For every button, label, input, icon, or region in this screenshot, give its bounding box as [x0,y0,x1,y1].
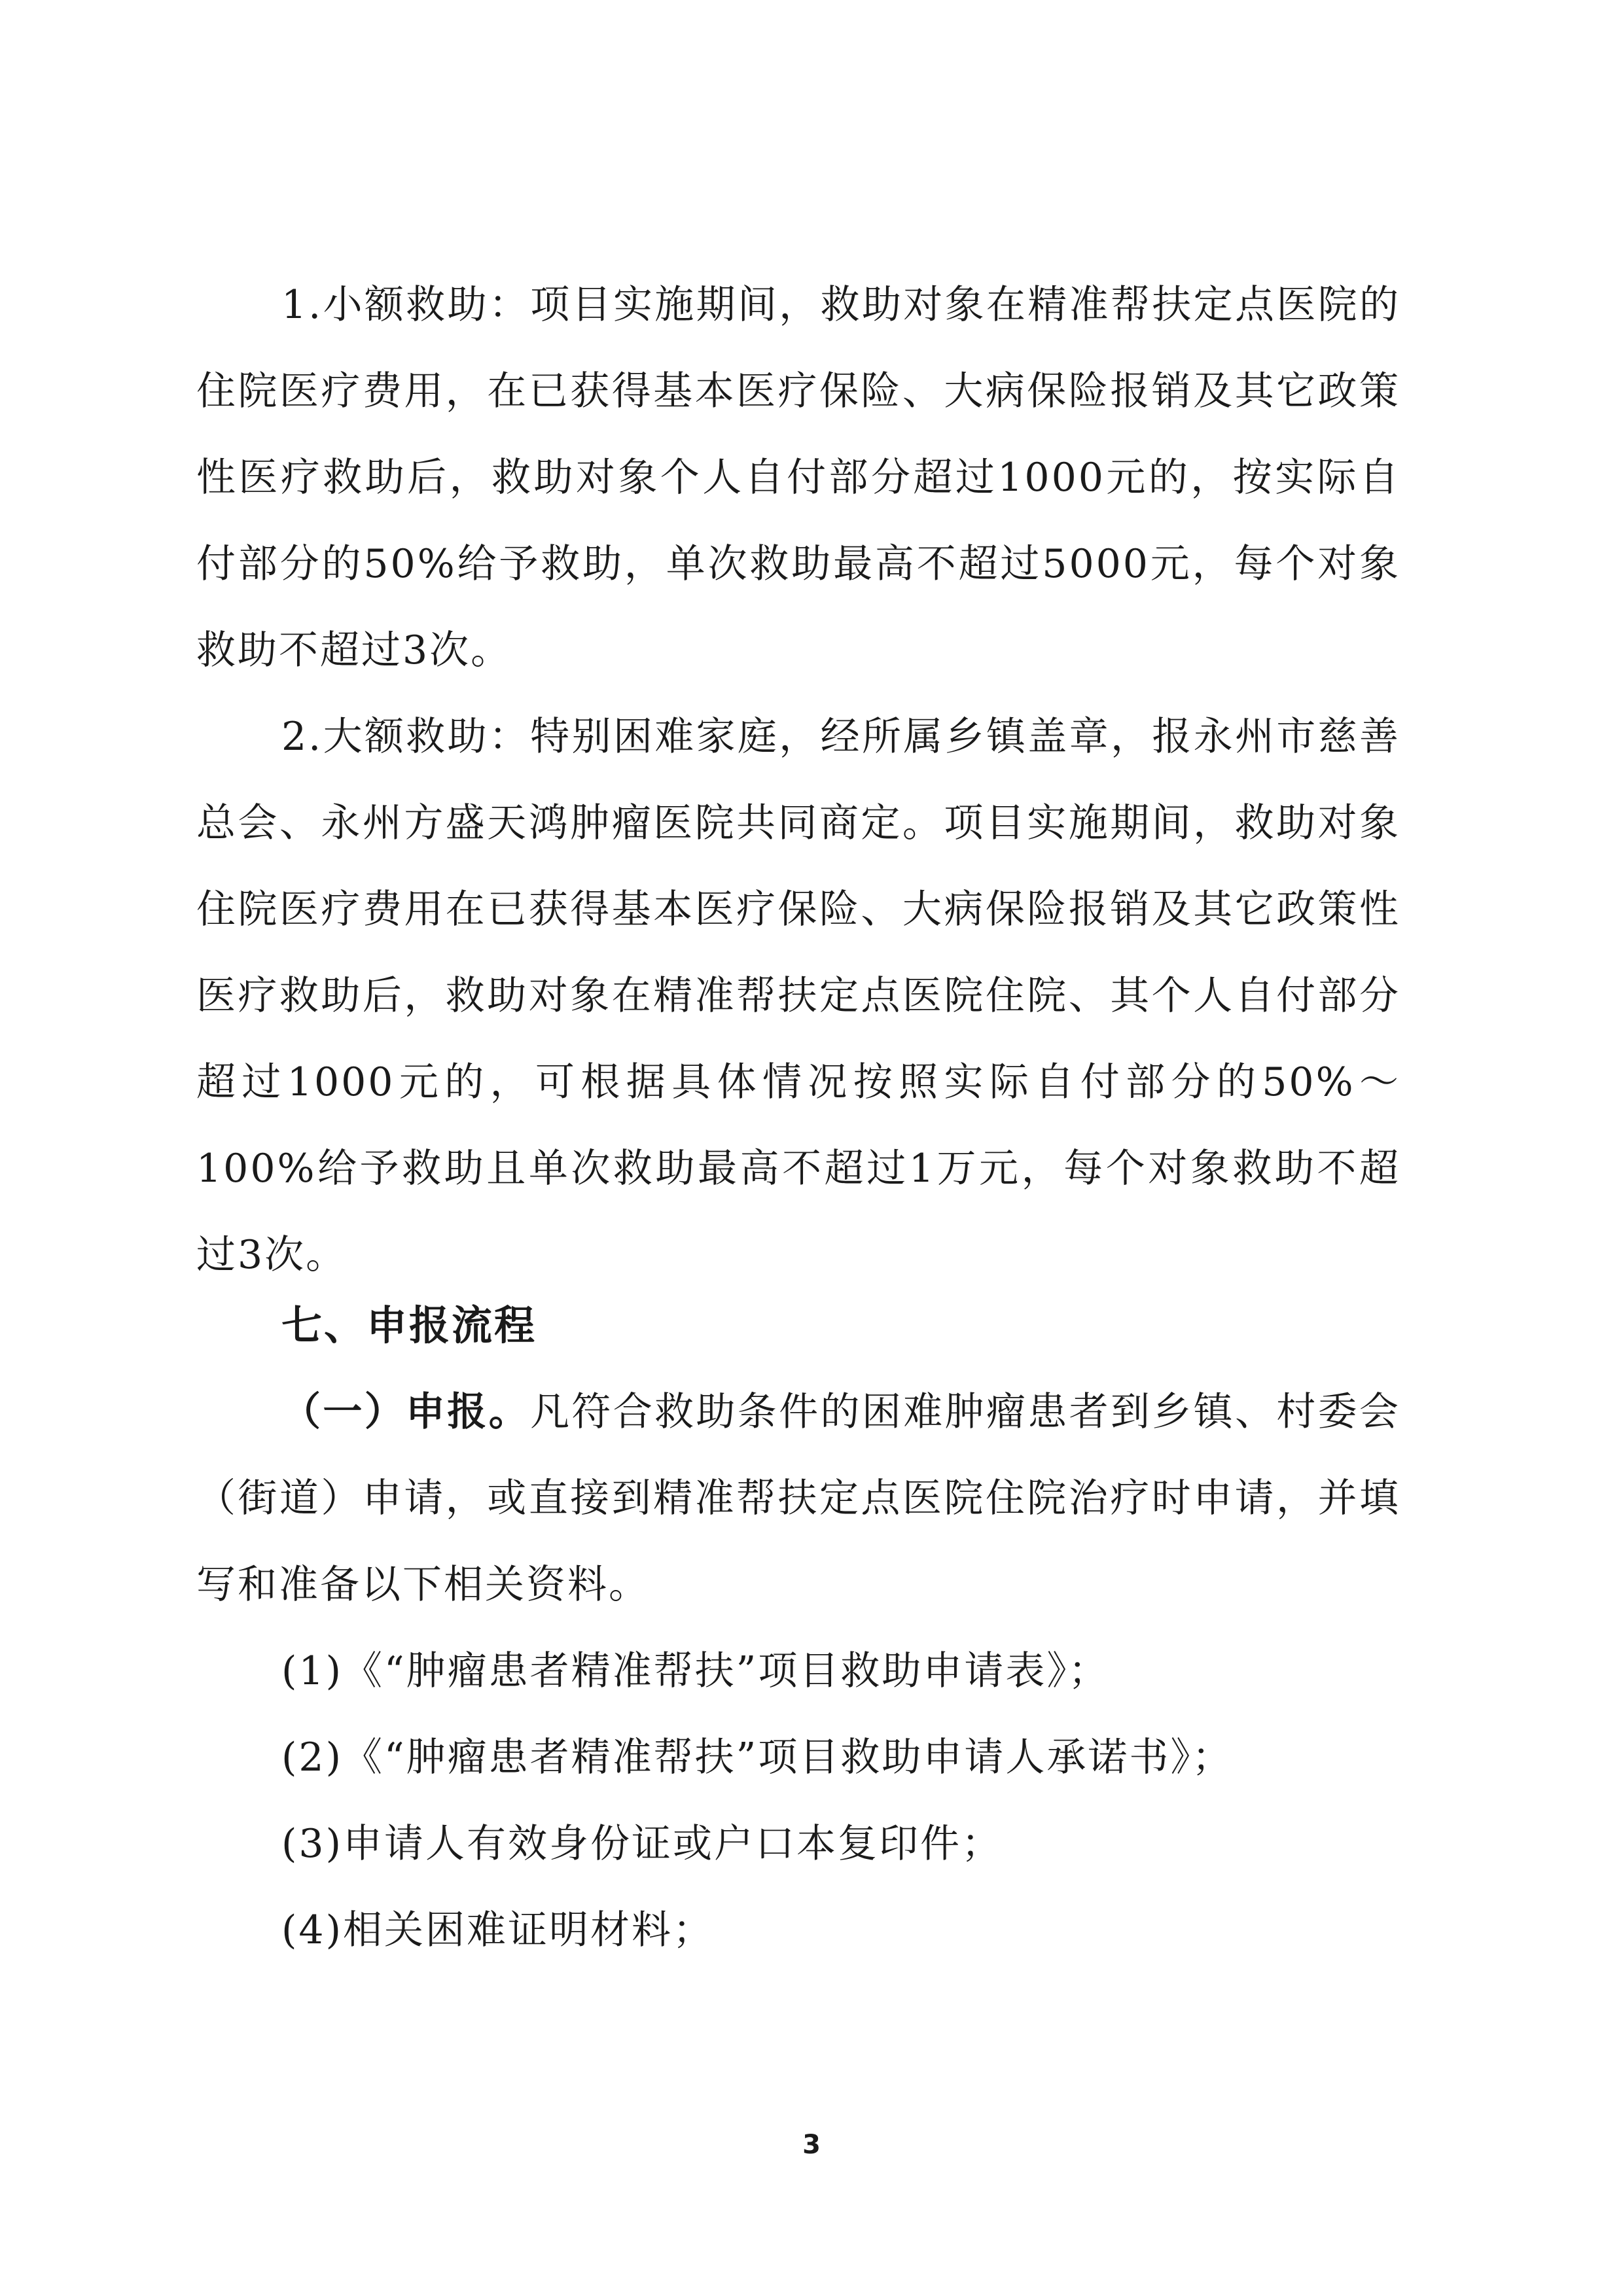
paragraph-application-step [196,1369,1400,1628]
page-number: 3 [802,2130,821,2160]
step-lead: （一）申报。 [281,1389,531,1435]
list-item: (2)《“肿瘤患者精准帮扶”项目救助申请人承诺书》； [281,1735,1234,1780]
paragraph-small-aid: 1.小额救助：项目实施期间，救助对象在精准帮扶定点医院的住院医疗费用，在已获得基本医疗保险、大病保险报销及其它政策性医疗救助后，救助对象个人自付部分超过1000元的，按实际自付部分的50%给予救助，单次救助最高不超过5000元，每个对象救助不超过3次。 [196,282,1400,673]
section-heading: 七、申报流程 [281,1301,537,1349]
step-body: 凡符合救助条件的困难肿瘤患者到乡镇、村委会（街道）申请，或直接到精准帮扶定点医院住院治疗时申请，并填写和准备以下相关资料。 [196,1389,1400,1608]
list-item: (3)申请人有效身份证或户口本复印件； [281,1821,1003,1867]
paragraph-large-aid: 2.大额救助：特别困难家庭，经所属乡镇盖章，报永州市慈善总会、永州方盛天鸿肿瘤医院共同商定。项目实施期间，救助对象住院医疗费用在已获得基本医疗保险、大病保险报销及其它政策性医疗救助后，救助对象在精准帮扶定点医院住院、其个人自付部分超过1000元的，可根据具体情况按照实际自付部分的50%～100%给予救助且单次救助最高不超过1万元，每个对象救助不超过3次。 [196,714,1400,1278]
list-item: (4)相关困难证明材料； [281,1907,714,1953]
list-item: (1)《“肿瘤患者精准帮扶”项目救助申请表》； [281,1648,1110,1694]
